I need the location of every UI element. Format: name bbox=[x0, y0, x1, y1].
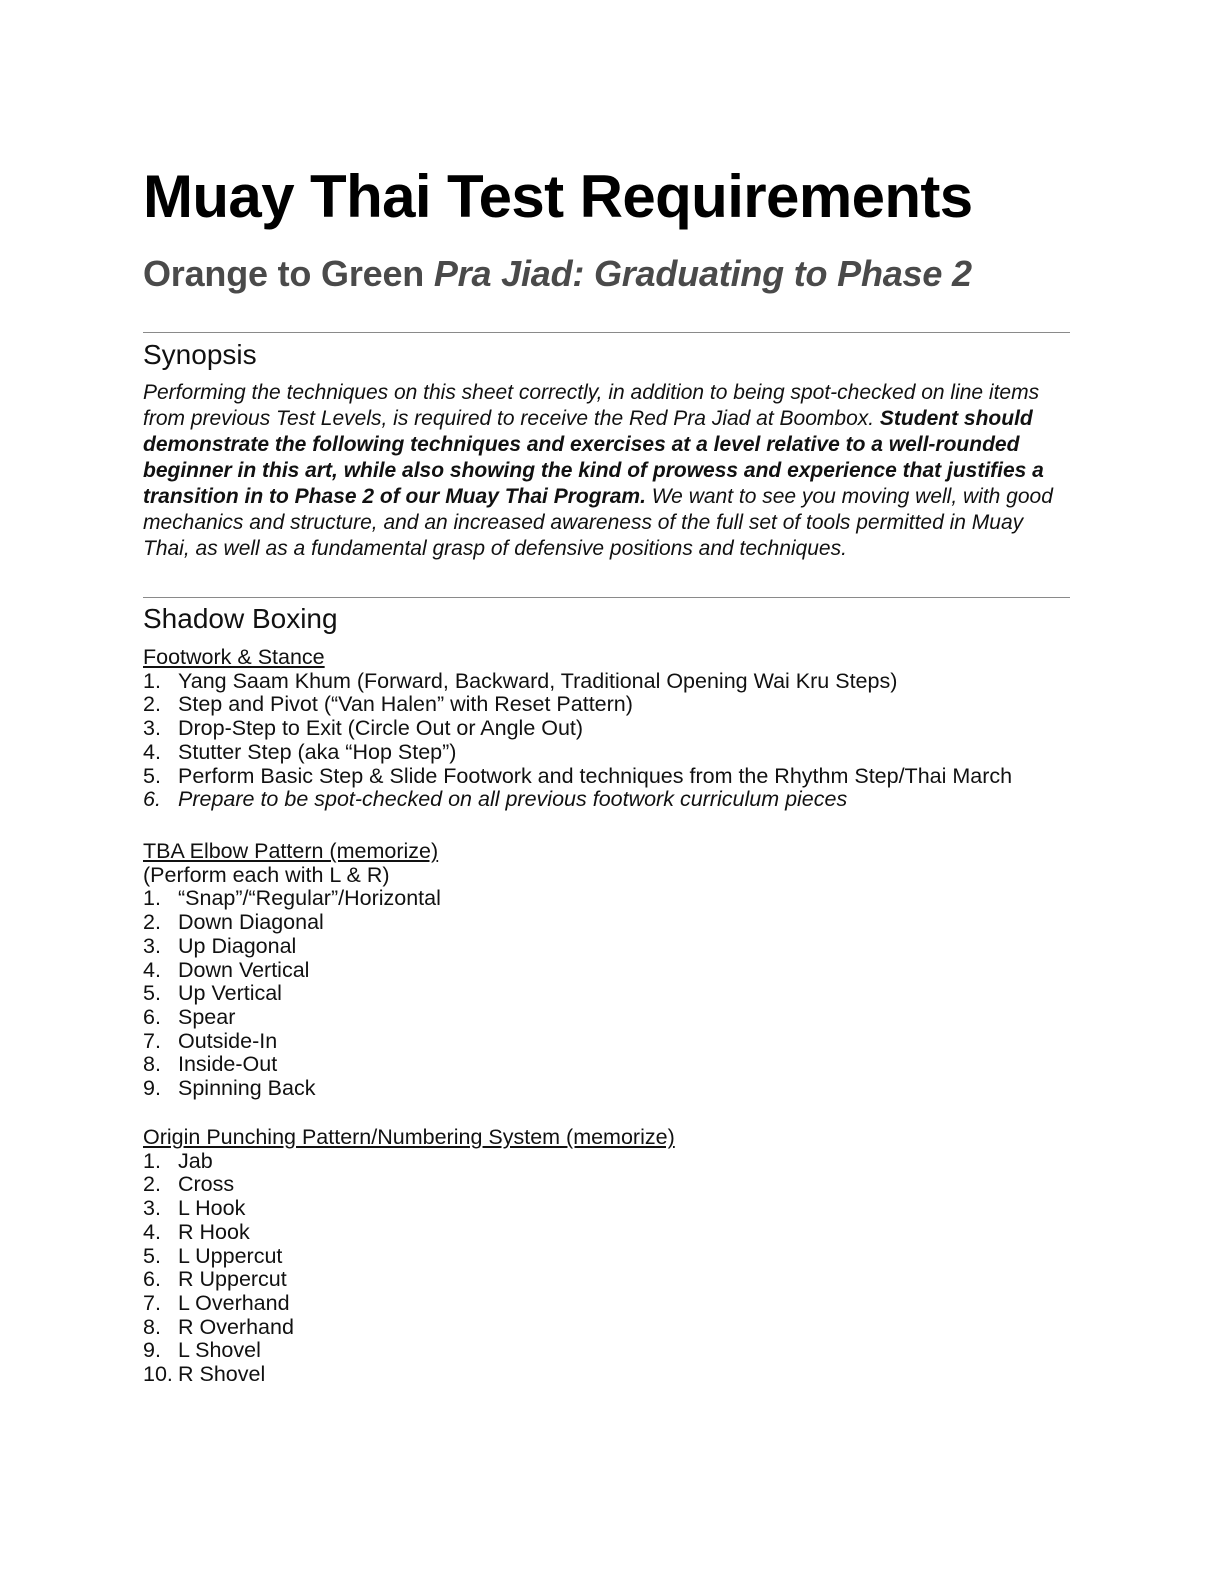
list-text: Up Diagonal bbox=[178, 933, 297, 958]
list-text: R Shovel bbox=[178, 1362, 266, 1387]
footwork-section bbox=[143, 646, 1070, 812]
divider-middle bbox=[143, 597, 1070, 598]
list-item bbox=[143, 1006, 1070, 1030]
list-text: R Uppercut bbox=[178, 1267, 287, 1292]
punching-heading: Origin Punching Pattern/Numbering System (memorize) bbox=[143, 1125, 675, 1149]
list-item bbox=[143, 1339, 1070, 1363]
list-item bbox=[143, 717, 1070, 741]
list-text: Stutter Step (aka “Hop Step”) bbox=[178, 739, 457, 764]
punching-list bbox=[143, 1150, 1070, 1387]
list-text: Spinning Back bbox=[178, 1076, 316, 1101]
list-text: “Snap”/“Regular”/Horizontal bbox=[178, 886, 441, 911]
list-item bbox=[143, 935, 1070, 959]
subtitle-plain: Orange to Green bbox=[143, 253, 434, 294]
list-text: Down Vertical bbox=[178, 957, 310, 982]
list-item bbox=[143, 788, 1070, 812]
list-text: Outside-In bbox=[178, 1028, 278, 1053]
elbow-heading: TBA Elbow Pattern (memorize) bbox=[143, 839, 439, 863]
list-item bbox=[143, 1030, 1070, 1054]
shadow-boxing-heading: Shadow Boxing bbox=[143, 603, 338, 634]
list-text: Spear bbox=[178, 1004, 236, 1029]
list-text: R Hook bbox=[178, 1219, 250, 1244]
list-item bbox=[143, 1221, 1070, 1245]
divider-top bbox=[143, 332, 1070, 333]
list-text: L Uppercut bbox=[178, 1243, 283, 1268]
list-text: Step and Pivot (“Van Halen” with Reset Pattern) bbox=[178, 692, 633, 717]
footwork-list bbox=[143, 670, 1070, 812]
list-number: 3. bbox=[143, 1196, 161, 1221]
list-text: L Shovel bbox=[178, 1338, 261, 1363]
elbow-note: (Perform each with L & R) bbox=[143, 862, 390, 887]
list-item bbox=[143, 1268, 1070, 1292]
elbow-section bbox=[143, 840, 1070, 1101]
list-item bbox=[143, 670, 1070, 694]
list-item bbox=[143, 911, 1070, 935]
list-number: 4. bbox=[143, 957, 161, 982]
list-item bbox=[143, 765, 1070, 789]
list-text: Inside-Out bbox=[178, 1052, 278, 1077]
page-title: Muay Thai Test Requirements bbox=[143, 163, 973, 230]
list-number: 1. bbox=[143, 668, 161, 693]
list-number: 6. bbox=[143, 1267, 161, 1292]
list-text: Drop-Step to Exit (Circle Out or Angle Out) bbox=[178, 716, 584, 741]
list-number: 7. bbox=[143, 1290, 161, 1315]
list-number: 4. bbox=[143, 739, 161, 764]
footwork-heading: Footwork & Stance bbox=[143, 645, 325, 669]
list-number: 2. bbox=[143, 692, 161, 717]
synopsis-heading: Synopsis bbox=[143, 339, 257, 370]
list-text: R Overhand bbox=[178, 1314, 294, 1339]
list-number: 8. bbox=[143, 1314, 161, 1339]
list-number: 1. bbox=[143, 1148, 161, 1173]
synopsis-text-part1: Performing the techniques on this sheet correctly, in addition to being spot-checked on line items from previous Test Levels, is required to receive the Red Pra Jiad at Boombox. bbox=[143, 381, 1040, 430]
list-text: Up Vertical bbox=[178, 981, 282, 1006]
list-item bbox=[143, 1245, 1070, 1269]
list-number: 1. bbox=[143, 886, 161, 911]
list-item bbox=[143, 1316, 1070, 1340]
list-text: Down Diagonal bbox=[178, 910, 324, 935]
list-text: Cross bbox=[178, 1172, 235, 1197]
list-item bbox=[143, 982, 1070, 1006]
synopsis-text-part2: We want to see you moving well, with good mechanics and structure, and an increased awareness of the full set of tools permitted in Muay Thai, as well as a fundamental grasp of defensive positions and techniques. bbox=[143, 485, 1053, 560]
list-text: L Hook bbox=[178, 1196, 246, 1221]
list-text: Prepare to be spot-checked on all previous footwork curriculum pieces bbox=[178, 787, 848, 812]
list-number: 5. bbox=[143, 763, 161, 788]
list-number: 6. bbox=[143, 787, 161, 812]
punching-section bbox=[143, 1126, 1070, 1387]
list-number: 9. bbox=[143, 1076, 161, 1101]
list-item bbox=[143, 1053, 1070, 1077]
list-item bbox=[143, 887, 1070, 911]
subtitle-italic: Pra Jiad: Graduating to Phase 2 bbox=[433, 253, 972, 294]
list-item bbox=[143, 741, 1070, 765]
list-number: 4. bbox=[143, 1219, 161, 1244]
list-text: Jab bbox=[178, 1148, 213, 1173]
list-number: 7. bbox=[143, 1028, 161, 1053]
list-number: 2. bbox=[143, 910, 161, 935]
list-text: L Overhand bbox=[178, 1290, 290, 1315]
list-item bbox=[143, 1077, 1070, 1101]
list-number: 5. bbox=[143, 1243, 161, 1268]
list-number: 8. bbox=[143, 1052, 161, 1077]
list-text: Yang Saam Khum (Forward, Backward, Traditional Opening Wai Kru Steps) bbox=[178, 668, 898, 693]
list-number: 2. bbox=[143, 1172, 161, 1197]
list-item bbox=[143, 959, 1070, 983]
synopsis-paragraph bbox=[143, 380, 1073, 562]
list-text: Perform Basic Step & Slide Footwork and techniques from the Rhythm Step/Thai March bbox=[178, 763, 1013, 788]
page-subtitle bbox=[143, 253, 972, 295]
synopsis-text-bold: Student should demonstrate the following techniques and exercises at a level relative to a well-rounded beginner in this art, while also showing the kind of prowess and experience that justifies a transition in to Phase 2 of our Muay Thai Program. bbox=[143, 407, 1044, 508]
list-number: 3. bbox=[143, 716, 161, 741]
list-item bbox=[143, 1150, 1070, 1174]
list-number: 9. bbox=[143, 1338, 161, 1363]
list-item bbox=[143, 1292, 1070, 1316]
list-number: 10. bbox=[143, 1362, 173, 1387]
list-item bbox=[143, 693, 1070, 717]
list-number: 5. bbox=[143, 981, 161, 1006]
list-number: 6. bbox=[143, 1004, 161, 1029]
list-item bbox=[143, 1363, 1070, 1387]
list-item bbox=[143, 1173, 1070, 1197]
elbow-list bbox=[143, 887, 1070, 1100]
list-number: 3. bbox=[143, 933, 161, 958]
list-item bbox=[143, 1197, 1070, 1221]
